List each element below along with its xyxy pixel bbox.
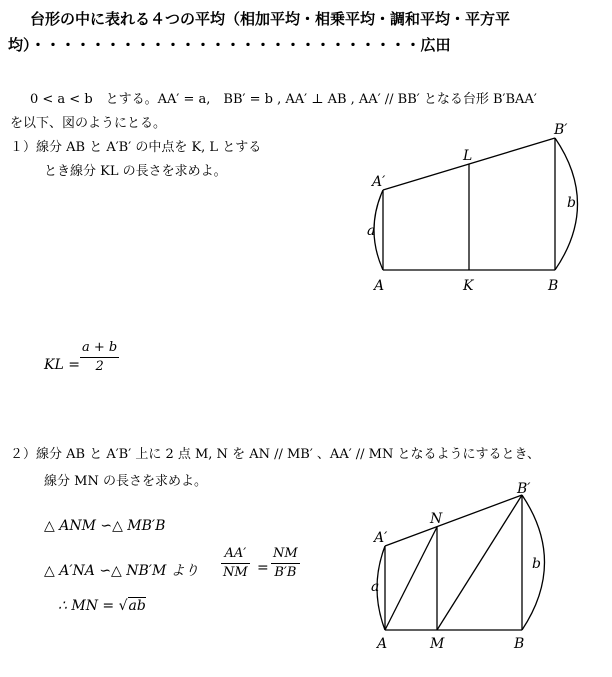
question-1-line-2: とき線分 KL の長さを求めよ。 [44,164,227,179]
answer-2-similarity-2: △ A′NA ∽△ NB′M より [44,563,199,579]
answer-2-similarity-1: △ ANM ∽△ MB′B [44,518,166,534]
answer-2-fraction-left-den: NM [223,565,248,580]
fig1-label-b: b [567,195,576,211]
answer-1-lhs: KL = [44,357,80,373]
fig2-label-Ap: A′ [374,530,388,546]
intro-line-1: 0 < a < b とする。AA′ = a, BB′ = b , AA′ ⊥ AB , AA′ // BB′ となる台形 B′BAA′ [30,92,537,107]
answer-1-denominator: 2 [95,359,104,374]
question-2-line-2: 線分 MN の長さを求めよ。 [44,474,207,489]
fig2-label-b: b [532,556,541,572]
answer-2-fraction-left-num: AA′ [221,545,250,564]
answer-2-fraction-right-num: NM [271,545,300,564]
title-line-2: 均）・・・・・・・・・・・・・・・・・・・・・・・・・・広田 [8,36,451,54]
question-1-line-1: １）線分 AB と A′B′ の中点を K, L とする [10,140,262,155]
fig1-label-L: L [463,148,473,164]
square-root-icon: √ [118,598,128,614]
fig1-label-B: B [548,278,559,294]
question-2-line-1: ２）線分 AB と A′B′ 上に 2 点 M, N を AN // MB′ 、AA′ // MN となるようにするとき、 [10,447,540,462]
fig1-label-Bp: B′ [554,122,568,138]
fig2-label-A: A [377,636,388,652]
fig2-label-a: a [371,579,380,595]
fig2-side-ApBp [385,495,522,546]
fig1-label-a: a [367,223,376,239]
fig1-label-Ap: A′ [372,174,386,190]
fig2-label-Bp: B′ [517,481,531,497]
fig1-label-K: K [463,278,474,294]
answer-2-equals: = [257,560,269,576]
fig2-label-N: N [430,511,443,527]
intro-line-2: を以下、図のようにとる。 [10,116,167,131]
fig1-label-A: A [374,278,385,294]
fig2-label-M: M [430,636,445,652]
answer-2-fraction-right-den: B′B [274,565,297,580]
fig2-segment-MBp [437,495,522,630]
fig2-label-B: B [514,636,525,652]
answer-2-result-prefix: ∴ MN = [58,598,115,614]
title-line-1: 台形の中に表れる４つの平均（相加平均・相乗平均・調和平均・平方平 [30,10,511,28]
answer-2-radicand: ab [128,598,146,614]
answer-1-numerator: a + b [80,339,119,358]
